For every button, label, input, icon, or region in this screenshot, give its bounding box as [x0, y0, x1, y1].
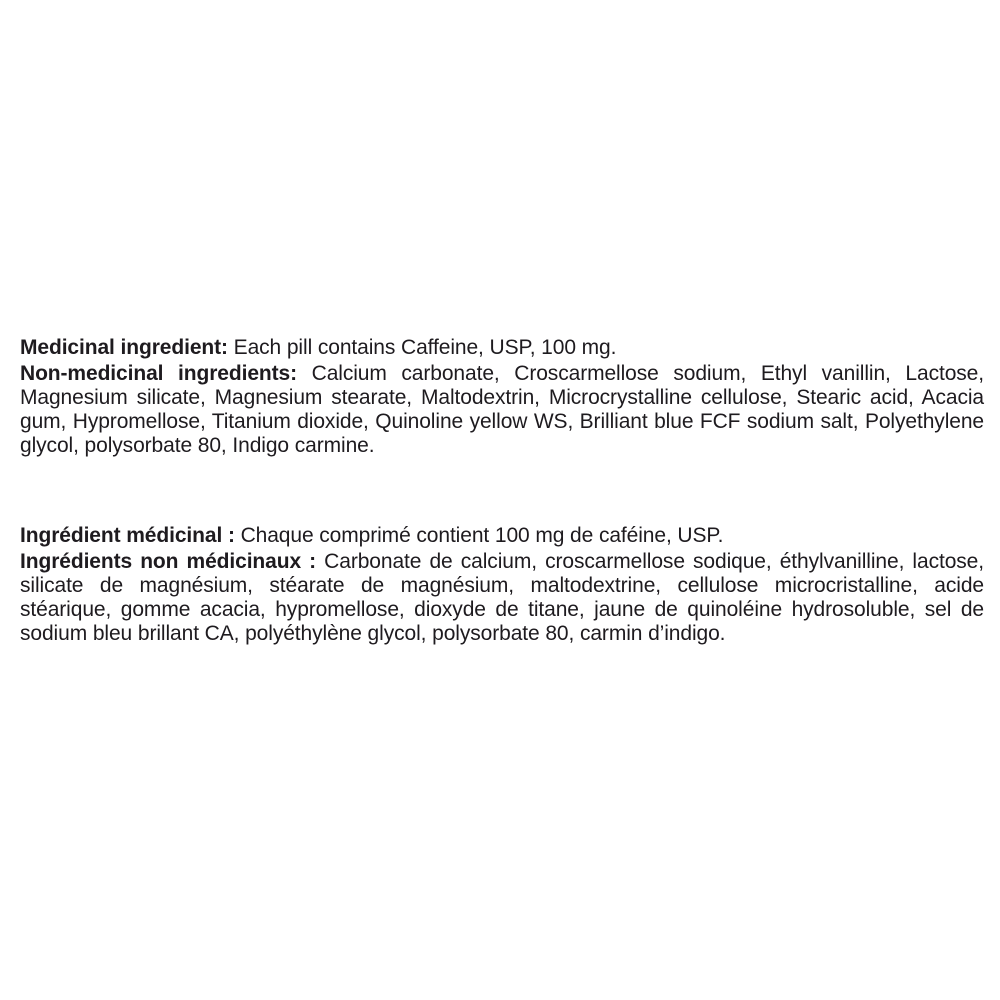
french-medicinal-ingredient [20, 524, 984, 548]
english-nonmedicinal-label: Non-medicinal ingredients: [20, 362, 297, 385]
french-nonmedicinal-ingredients [20, 550, 984, 646]
french-nonmedicinal-text: Carbonate de calcium, croscarmellose sodique, éthylvanilline, lactose, silicate de magnésium, stéarate de magnésium, maltodextrine, cellulose microcristalline, acide stéarique, gomme acacia, hypromellose, dioxyde de titane, jaune de quinoléine hydrosoluble, sel de sodium bleu brillant CA, polyéthylène glycol, polysorbate 80, carmin d’indigo. [20, 550, 984, 645]
english-nonmedicinal-ingredients [20, 362, 984, 458]
french-medicinal-text: Chaque comprimé contient 100 mg de caféine, USP. [234, 524, 724, 547]
french-ingredients-section [20, 524, 984, 648]
english-medicinal-text: Each pill contains Caffeine, USP, 100 mg. [227, 336, 617, 359]
english-ingredients-section [20, 336, 984, 460]
english-nonmedicinal-text: Calcium carbonate, Croscarmellose sodium, Ethyl vanillin, Lactose, Magnesium silicate, Magnesium stearate, Maltodextrin, Microcrystalline cellulose, Stearic acid, Acacia gum, Hypromellose, Titanium dioxide, Quinoline yellow WS, Brilliant blue FCF sodium salt, Polyethylene glycol, polysorbate 80, Indigo carmine. [20, 362, 984, 457]
french-nonmedicinal-label: Ingrédients non médicinaux : [20, 550, 317, 573]
english-medicinal-label: Medicinal ingredient: [20, 336, 228, 359]
french-medicinal-label: Ingrédient médicinal : [20, 524, 235, 547]
english-medicinal-ingredient [20, 336, 984, 360]
